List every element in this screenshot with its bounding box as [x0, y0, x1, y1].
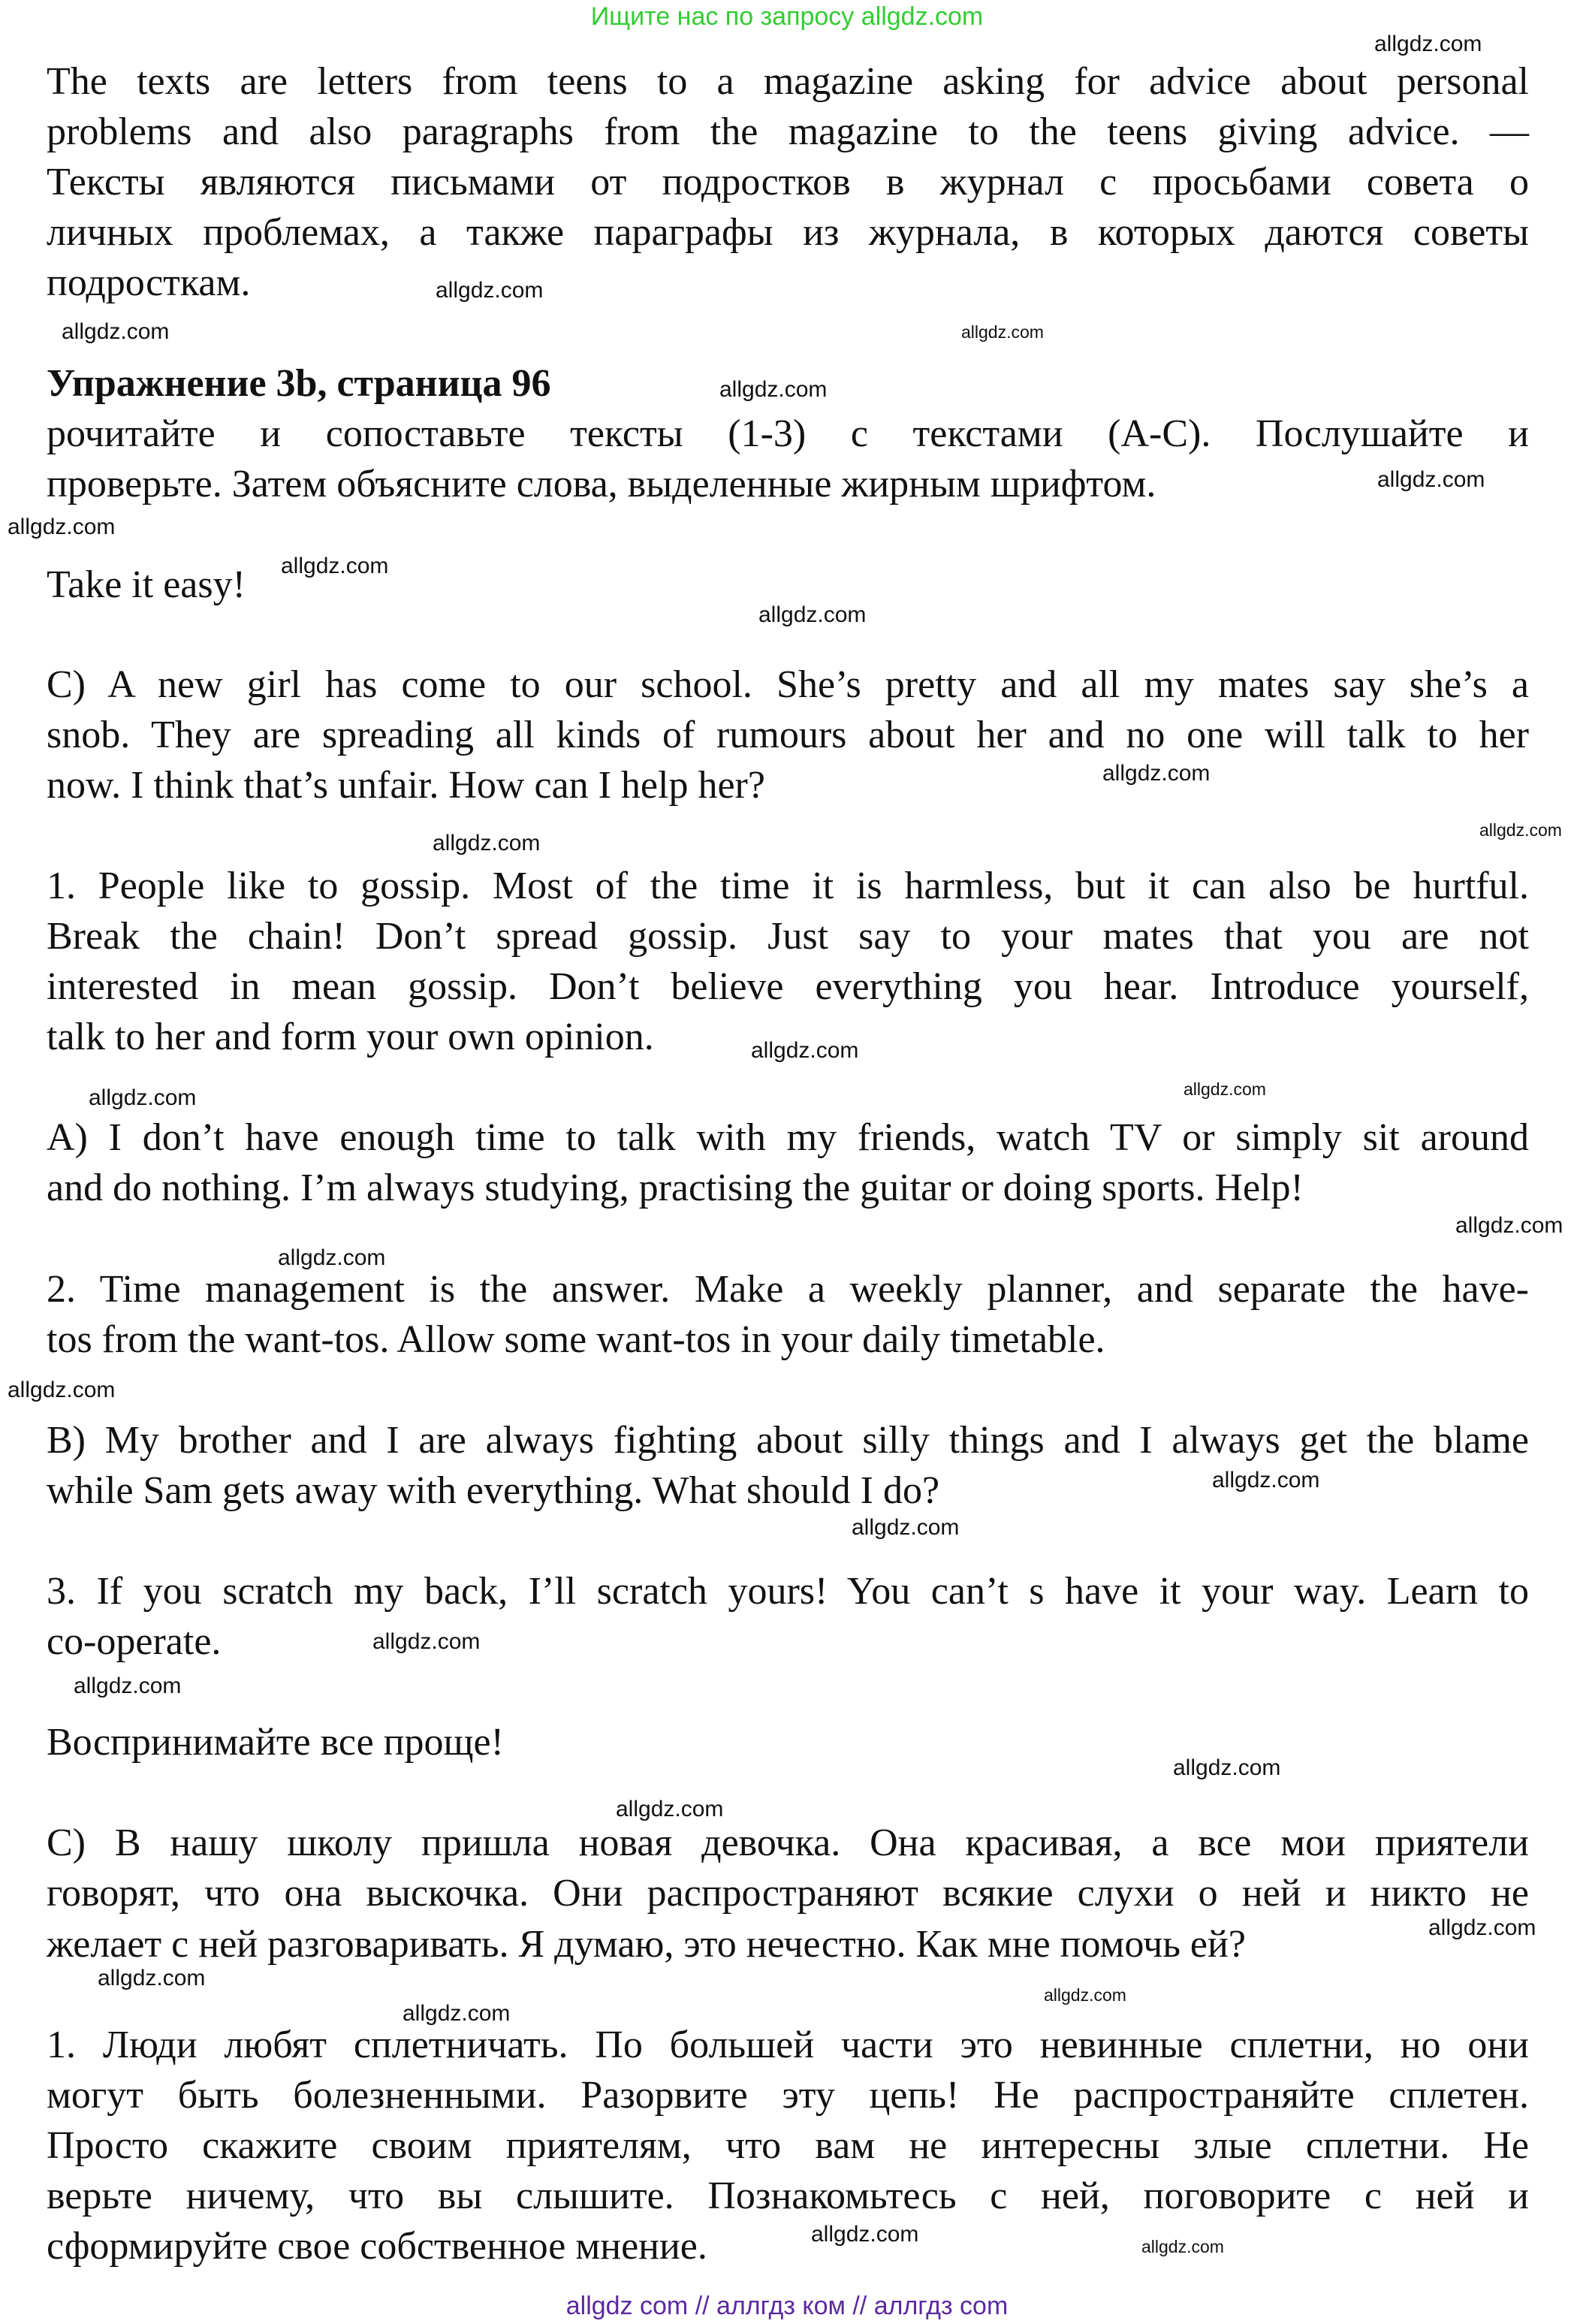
watermark: allgdz.com — [433, 831, 541, 856]
watermark: allgdz.com — [281, 554, 389, 578]
text-line: Воспринимайте все проще! — [47, 1721, 504, 1764]
text-line: верьте ничему, что вы слышите. Познакомьтесь с ней, поговорите с ней и — [47, 2175, 1529, 2217]
site-footer-links[interactable]: allgdz com // аллгдз ком // аллгдз com — [565, 2292, 1009, 2320]
text-line: 2. Time management is the answer. Make a weekly planner, and separate the have- — [47, 1268, 1529, 1311]
watermark: allgdz.com — [98, 1966, 206, 1990]
watermark: allgdz.com — [1377, 467, 1485, 492]
site-search-banner[interactable]: Ищите нас по запросу allgdz.com — [590, 2, 984, 31]
text-line: Тексты являются письмами от подростков в журнал с просьбами совета о — [47, 161, 1529, 204]
text-line: подросткам. — [47, 261, 251, 304]
watermark: allgdz.com — [1141, 2237, 1224, 2256]
text-line: сформируйте свое собственное мнение. — [47, 2225, 707, 2268]
text-line: желает с ней разговаривать. Я думаю, это нечестно. Как мне помочь ей? — [47, 1923, 1246, 1966]
watermark: allgdz.com — [758, 602, 867, 627]
text-line: рочитайте и сопоставьте тексты (1-3) с текстами (А-С). Послушайте и — [47, 412, 1529, 455]
watermark: allgdz.com — [1173, 1755, 1281, 1780]
text-line: and do nothing. I’m always studying, practising the guitar or doing sports. Help! — [47, 1167, 1304, 1209]
text-line: говорят, что она выскочка. Они распространяют всякие слухи о ней и никто не — [47, 1872, 1529, 1915]
text-line: co-operate. — [47, 1620, 222, 1663]
watermark: allgdz.com — [852, 1515, 960, 1540]
watermark: allgdz.com — [616, 1797, 724, 1821]
text-line: B) My brother and I are always fighting about silly things and I always get the blame — [47, 1419, 1529, 1462]
text-line: 1. Люди любят сплетничать. По большей части это невинные сплетни, но они — [47, 2024, 1529, 2066]
watermark: allgdz.com — [1102, 761, 1211, 786]
watermark: allgdz.com — [1212, 1468, 1320, 1492]
text-line: C) A new girl has come to our school. She’s pretty and all my mates say she’s a — [47, 663, 1529, 706]
text-line: 1. People like to gossip. Most of the time it is harmless, but it can also be hurtful. — [47, 865, 1529, 907]
watermark: allgdz.com — [1374, 32, 1482, 56]
text-line: 3. If you scratch my back, I’ll scratch yours! You can’t s have it your way. Learn to — [47, 1570, 1529, 1613]
watermark: allgdz.com — [751, 1038, 859, 1063]
watermark: allgdz.com — [278, 1245, 386, 1270]
text-line: Упражнение 3b, страница 96 — [47, 362, 551, 405]
text-line: Take it easy! — [47, 563, 246, 606]
watermark: allgdz.com — [403, 2001, 511, 2026]
text-line: snob. They are spreading all kinds of rumours about her and no one will talk to her — [47, 714, 1529, 756]
text-line: могут быть болезненными. Разорвите эту цепь! Не распространяйте сплетен. — [47, 2074, 1529, 2117]
watermark: allgdz.com — [961, 322, 1044, 342]
watermark: allgdz.com — [62, 319, 170, 344]
watermark: allgdz.com — [372, 1629, 481, 1654]
watermark: allgdz.com — [1184, 1079, 1266, 1099]
text-line: while Sam gets away with everything. What should I do? — [47, 1469, 940, 1512]
text-line: interested in mean gossip. Don’t believe everything you hear. Introduce yourself, — [47, 965, 1529, 1008]
watermark: allgdz.com — [1044, 1985, 1126, 2005]
watermark: allgdz.com — [811, 2222, 919, 2247]
text-line: проверьте. Затем объясните слова, выделенные жирным шрифтом. — [47, 463, 1156, 506]
text-line: С) В нашу школу пришла новая девочка. Она красивая, а все мои приятели — [47, 1821, 1529, 1864]
text-line: A) I don’t have enough time to talk with my friends, watch TV or simply sit around — [47, 1116, 1529, 1159]
text-line: problems and also paragraphs from the magazine to the teens giving advice. — — [47, 110, 1529, 153]
watermark: allgdz.com — [436, 278, 544, 303]
text-line: личных проблемах, а также параграфы из журнала, в которых даются советы — [47, 211, 1529, 254]
watermark: allgdz.com — [1455, 1213, 1563, 1238]
text-line: Просто скажите своим приятелям, что вам не интересны злые сплетни. Не — [47, 2124, 1529, 2167]
watermark: allgdz.com — [74, 1674, 182, 1698]
watermark: allgdz.com — [1428, 1915, 1536, 1940]
watermark: allgdz.com — [1479, 820, 1562, 840]
text-line: now. I think that’s unfair. How can I help her? — [47, 764, 765, 807]
watermark: allgdz.com — [8, 1378, 116, 1402]
watermark: allgdz.com — [719, 377, 828, 402]
text-line: tos from the want-tos. Allow some want-tos in your daily timetable. — [47, 1318, 1105, 1361]
text-line: talk to her and form your own opinion. — [47, 1016, 654, 1058]
watermark: allgdz.com — [8, 515, 116, 539]
text-line: Break the chain! Don’t spread gossip. Just say to your mates that you are not — [47, 915, 1529, 958]
watermark: allgdz.com — [89, 1085, 197, 1110]
text-line: The texts are letters from teens to a magazine asking for advice about personal — [47, 60, 1529, 103]
